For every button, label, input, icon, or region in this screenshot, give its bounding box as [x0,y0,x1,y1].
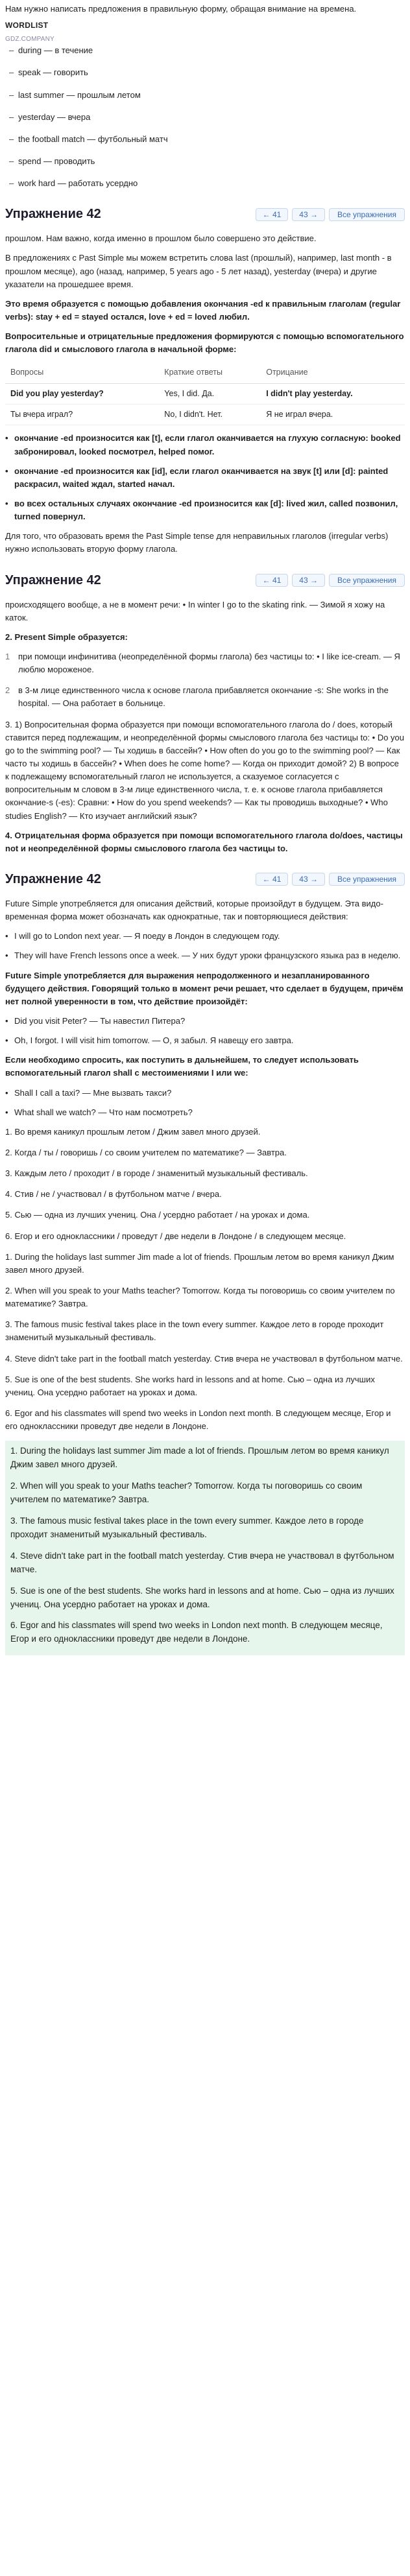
table-header: Вопросы [5,362,159,383]
prev-exercise-button[interactable]: ← 41 [256,208,289,221]
section-heading: 2. Present Simple образуется: [5,632,128,642]
table-cell: Я не играл вчера. [261,405,405,425]
exercise-nav [256,208,405,221]
exercise-title: Упражнение 42 [5,207,101,222]
table-cell: Did you play yesterday? [5,383,159,404]
example-list [5,1015,405,1047]
all-exercises-button[interactable]: Все упражнения [329,873,405,886]
answer-item: 4. Steve didn't take part in the football match yesterday. Стив вчера не участвовал в футбольном матче. [10,1550,394,1574]
note-text: в 3-м лице единственного числа к основе глагола прибавляется окончание -s: She works in the hospital. — Она работает в больнице. [18,685,389,709]
exercise-title: Упражнение 42 [5,573,101,587]
task-item: 2. Когда / ты / говоришь / со своим учителем по математике? — Завтра. [5,1147,287,1157]
answer-item: 4. Steve didn't take part in the football match yesterday. Стив вчера не участвовал в футбольном матче. [5,1353,403,1364]
exercise-nav [256,574,405,587]
note-number: 1 [5,652,10,662]
task-item: 3. Каждым лето / проходит / в городе / знаменитый музыкальный фестиваль. [5,1168,308,1179]
task-list [5,1126,405,1243]
paragraph: Future Simple употребляется для описания действий, которые произойдут в будущем. Эта видо-временная форма может обозначать как однократные, так и повторяющиеся действия: [5,898,383,922]
note-number: 2 [5,685,10,696]
paragraph: 3. 1) Вопросительная форма образуется при помощи вспомогательного глагола do / does, который ставится перед подлежащим, и неопределённой формы смыслового глагола без частицы to: • Do you go to the swimming pool? — Ты ходишь в бассейн? • How often do you go to the swimming pool? — Как часто ты ходишь в бассейн? • When does he come home? — Когда он приходит домой? 2) В вопросе к подлежащему вспомогательный глагол не используется, а сказуемое согласуется с вопросительным м словом в 3-м лице единственного числа, т. е. к основе глагола прибавляется окончание-s (-es): Сравни: • How do you spend weekends? — Как ты проводишь выходные? • Who studies English? — Кто изучает английский язык? [5,719,405,821]
table-header: Отрицание [261,362,405,383]
all-exercises-button[interactable]: Все упражнения [329,574,405,587]
exercise-header [5,204,405,224]
rule-item: • во всех остальных случаях окончание -ed произносится как [d]: lived жил, called позвонил, turned повернул. [5,497,405,523]
exercise-title: Упражнение 42 [5,871,101,886]
task-item: 6. Егор и его одноклассники / проведут / две недели в Лондоне / в следующем месяце. [5,1231,346,1241]
exercise-nav [256,873,405,886]
answer-list [5,1251,405,1434]
paragraph: 4. Отрицательная форма образуется при помощи вспомогательного глагола do/does, частицы not и неопределённой формы смыслового глагола без частицы to. [5,830,403,853]
wordlist [5,44,405,190]
rule-item: • окончание -ed произносится как [id], если глагол оканчивается на звук [t] или [d]: painted раскрасил, waited ждал, started начал. [5,465,405,491]
answer-item: 2. When will you speak to your Maths teacher? Tomorrow. Когда ты поговоришь со своим учителем по математике? Завтра. [5,1285,395,1309]
paragraph: Если необходимо спросить, как поступить в дальнейшем, то следует использовать вспомогательный глагол shall с местоимениями I или we: [5,1055,359,1078]
pronunciation-rules [5,432,405,523]
wordlist-item: – spend — проводить [9,155,405,168]
answer-item: 6. Egor and his classmates will spend two weeks in London next month. В следующем месяце, Егор и его одноклассники проведут две недели в Лондоне. [10,1620,383,1644]
highlighted-answers [5,1441,405,1655]
grammar-table [5,362,405,425]
table-header: Краткие ответы [159,362,261,383]
task-item: 4. Стив / не / участвовал / в футбольном матче / вчера. [5,1189,222,1199]
all-exercises-button[interactable]: Все упражнения [329,208,405,221]
numbered-note [5,650,405,676]
example-item: • They will have French lessons once a week. — У них будут уроки французского языка раз в неделю. [5,949,405,962]
wordlist-item: – during — в течение [9,44,405,57]
rule-item: • окончание -ed произносится как [t], если глагол оканчивается на глухую согласную: booked забронировал, looked посмотрел, helped помог. [5,432,405,458]
next-exercise-button[interactable]: 43 → [292,208,325,221]
example-item: • Oh, I forgot. I will visit him tomorrow. — О, я забыл. Я навещу его завтра. [5,1034,405,1047]
example-list [5,930,405,962]
example-item: • What shall we watch? — Что нам посмотреть? [5,1106,405,1119]
answer-item: 1. During the holidays last summer Jim made a lot of friends. Прошлым летом во время каникул Джим завел много друзей. [10,1446,389,1470]
numbered-note [5,684,405,710]
paragraph: Это время образуется с помощью добавления окончания -ed к правильным глаголам (regular verbs): stay + ed = stayed остался, love + ed = loved любил. [5,298,401,322]
answer-item: 3. The famous music festival takes place in the town every summer. Каждое лето в городе проходит знаменитый музыкальный фестиваль. [10,1515,364,1539]
wordlist-item: – yesterday — вчера [9,111,405,124]
answer-item: 2. When will you speak to your Maths teacher? Tomorrow. Когда ты поговоришь со своим учителем по математике? Завтра. [10,1481,363,1504]
paragraph: Вопросительные и отрицательные предложения формируются с помощью вспомогательного глагола did и смыслового глагола в начальной форме: [5,331,404,355]
wordlist-item: – the football match — футбольный матч [9,133,405,146]
task-item: 5. Сью — одна из лучших учениц. Она / усердно работает / на уроках и дома. [5,1210,310,1220]
paragraph: происходящего вообще, а не в момент речи: • In winter I go to the skating rink. — Зимой я хожу на каток. [5,599,385,622]
example-list [5,1087,405,1119]
exercise-header [5,571,405,591]
table-cell: Ты вчера играл? [5,405,159,425]
wordlist-item: – last summer — прошлым летом [9,89,405,102]
table-cell: Yes, I did. Да. [159,383,261,404]
answer-item: 3. The famous music festival takes place in the town every summer. Каждое лето в городе проходит знаменитый музыкальный фестиваль. [5,1319,384,1343]
example-item: • Shall I call a taxi? — Мне вызвать такси? [5,1087,405,1100]
table-cell: No, I didn't. Нет. [159,405,261,425]
intro-text: Нам нужно написать предложения в правильную форму, обращая внимание на времена. [5,4,357,14]
answer-item: 1. During the holidays last summer Jim made a lot of friends. Прошлым летом во время каникул Джим завел много друзей. [5,1251,394,1275]
wordlist-item: – work hard — работать усердно [9,177,405,190]
next-exercise-button[interactable]: 43 → [292,574,325,587]
table-row [5,405,405,425]
paragraph: прошлом. Нам важно, когда именно в прошлом было совершено это действие. [5,233,317,244]
answer-item: 6. Egor and his classmates will spend two weeks in London next month. В следующем месяце, Егор и его одноклассники проведут две недели в Лондоне. [5,1408,391,1432]
wordlist-item: – speak — говорить [9,66,405,79]
paragraph: Future Simple употребляется для выражения непродолженного и незапланированного будущего действия. Говорящий только в момент речи решает, что сделает в будущем, причём нет полной уверенности в том, что действие произойдёт: [5,970,404,1006]
next-exercise-button[interactable]: 43 → [292,873,325,886]
example-item: • Did you visit Peter? — Ты навестил Питера? [5,1015,405,1028]
paragraph: В предложениях с Past Simple мы можем встретить слова last (прошлый), например, last month - в прошлом месяце), ago (назад, например, 5 years ago - 5 лет назад), yesterday (вчера) и другие указатели на прошедшее время. [5,253,392,289]
wordlist-title: WORDLIST [5,21,49,30]
note-text: при помощи инфинитива (неопределённой формы глагола) без частицы to: • I like ice-cream. — Я люблю мороженое. [18,652,400,675]
answer-item: 5. Sue is one of the best students. She works hard in lessons and at home. Сью – одна из лучших учениц. Она усердно работает на уроках и дома. [10,1585,394,1609]
example-item: • I will go to London next year. — Я поеду в Лондон в следующем году. [5,930,405,943]
table-row [5,383,405,404]
prev-exercise-button[interactable]: ← 41 [256,873,289,886]
exercise-header [5,869,405,890]
watermark: GDZ.COMPANY [5,35,54,43]
prev-exercise-button[interactable]: ← 41 [256,574,289,587]
table-cell: I didn't play yesterday. [261,383,405,404]
answer-item: 5. Sue is one of the best students. She works hard in lessons and at home. Сью – одна из лучших учениц. Она усердно работает на уроках и дома. [5,1374,375,1397]
task-item: 1. Во время каникул прошлым летом / Джим завел много друзей. [5,1126,261,1137]
paragraph: Для того, что образовать время the Past Simple tense для неправильных глаголов (irregular verbs) нужно использовать вторую форму глагола. [5,531,389,554]
